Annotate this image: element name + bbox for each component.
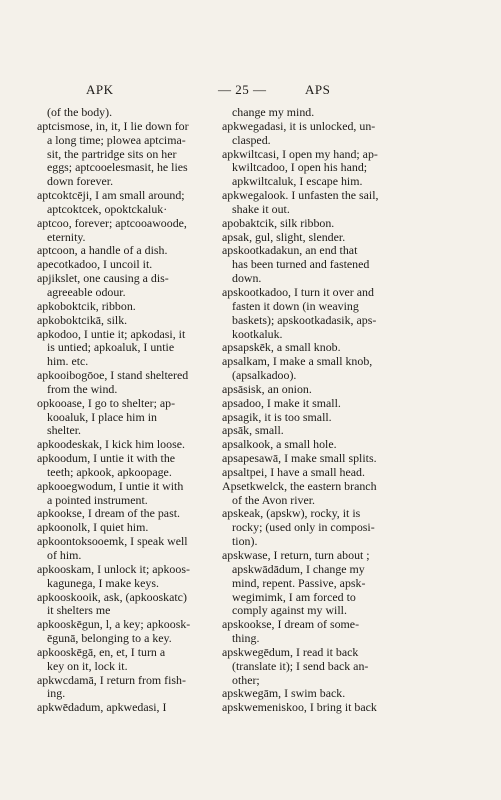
dictionary-line: apkoodeskak, I kick him loose. (37, 437, 185, 452)
dictionary-line: apskwemeniskoo, I bring it back (222, 700, 377, 715)
dictionary-line: down. (232, 271, 262, 286)
dictionary-line: change my mind. (232, 105, 315, 119)
page-number: — 25 — (218, 82, 267, 97)
dictionary-line: apkooibogōoe, I stand sheltered (37, 368, 189, 383)
dictionary-line: eggs; aptcooelesmasit, he lies (47, 160, 188, 175)
dictionary-line: apsapskēk, a small knob. (222, 340, 341, 355)
dictionary-line: teeth; apkook, apkoopage. (47, 464, 172, 479)
dictionary-line: apkwegadasi, it is unlocked, un- (222, 118, 376, 133)
dictionary-line: a long time; plowea aptcima- (47, 132, 186, 147)
dictionary-line: him. etc. (47, 354, 89, 369)
page-header (0, 82, 501, 100)
dictionary-line: sit, the partridge sits on her (47, 146, 177, 161)
dictionary-line: from the wind. (47, 381, 118, 396)
dictionary-line: apkwiltcasi, I open my hand; ap- (222, 146, 378, 161)
dictionary-line: apkoboktcik, ribbon. (37, 298, 136, 313)
dictionary-line: apskeak, (apskw), rocky, it is (222, 506, 361, 521)
dictionary-line: aptcoo, forever; aptcooawoode, (37, 215, 187, 230)
dictionary-line: shake it out. (232, 201, 290, 216)
header-right-guideword: APS (305, 82, 331, 97)
dictionary-line: apobaktcik, silk ribbon. (222, 215, 335, 230)
dictionary-line: of the Avon river. (232, 492, 315, 507)
dictionary-line: apkwegalook. I unfasten the sail, (222, 188, 379, 203)
dictionary-line: apsalkam, I make a small knob, (222, 354, 373, 369)
dictionary-line: wegimimk, I am forced to (232, 589, 356, 604)
dictionary-line: apsāk, small. (222, 423, 284, 438)
dictionary-line: apsāsisk, an onion. (222, 381, 312, 396)
dictionary-line: apsadoo, I make it small. (222, 395, 341, 410)
dictionary-line: aptcoktcēji, I am small around; (37, 188, 185, 203)
dictionary-line: apkooskēgun, l, a key; apkoosk- (37, 617, 191, 632)
dictionary-line: apjikslet, one causing a dis- (37, 271, 169, 286)
dictionary-line: apkoboktcikā, silk. (37, 312, 128, 327)
dictionary-line: apkwiltcaluk, I escape him. (232, 174, 363, 189)
dictionary-line: apskwase, I return, turn about ; (222, 548, 370, 562)
dictionary-line: apsapesawā, I make small splits. (222, 451, 377, 466)
dictionary-line: ing. (47, 686, 66, 701)
dictionary-line: key on it, lock it. (47, 658, 128, 673)
dictionary-line: apskootkadakun, an end that (222, 243, 358, 258)
dictionary-line: kwiltcadoo, I open his hand; (232, 160, 368, 175)
dictionary-line: aptcismose, in, it, I lie down for (37, 118, 189, 133)
dictionary-line: apkooskooik, ask, (apkooskatc) (37, 589, 187, 604)
dictionary-line: apskootkadoo, I turn it over and (222, 284, 374, 299)
dictionary-line: kooaluk, I place him in (47, 409, 157, 424)
dictionary-line: down forever. (47, 174, 114, 189)
dictionary-line: Apsetkwelck, the eastern branch (222, 478, 377, 493)
dictionary-line: kagunega, I make keys. (47, 575, 159, 590)
dictionary-line: apskwādādum, I change my (232, 561, 365, 576)
dictionary-line: aptcoktcek, opoktckaluk· (47, 201, 168, 216)
dictionary-line: apkooskam, I unlock it; apkoos- (37, 561, 190, 576)
dictionary-line: a pointed instrument. (47, 492, 148, 507)
dictionary-line: apkoodum, I untie it with the (37, 451, 176, 466)
dictionary-line: thing. (232, 631, 260, 646)
dictionary-line: apsaltpei, I have a small head. (222, 464, 365, 479)
dictionary-line: shelter. (47, 423, 82, 438)
right-column (222, 106, 469, 715)
dictionary-line: apkooskēgā, en, et, I turn a (37, 644, 166, 659)
dictionary-line: apkwcdamā, I return from fish- (37, 672, 186, 687)
dictionary-line: apkwēdadum, apkwedasi, I (37, 700, 167, 715)
dictionary-line: apkookse, I dream of the past. (37, 506, 180, 521)
dictionary-line: apkooegwodum, I untie it with (37, 478, 184, 493)
dictionary-line: apskwegēdum, I read it back (222, 644, 359, 659)
dictionary-line: eternity. (47, 229, 86, 244)
dictionary-line: apsalkook, a small hole. (222, 437, 337, 452)
dictionary-line: has been turned and fastened (232, 257, 370, 272)
dictionary-line: apkodoo, I untie it; apkodasi, it (37, 326, 186, 341)
dictionary-line: apskwegām, I swim back. (222, 686, 346, 701)
dictionary-line: apecotkadoo, I uncoil it. (37, 257, 153, 272)
dictionary-line: apsak, gul, slight, slender. (222, 229, 346, 244)
dictionary-line: apkoonolk, I quiet him. (37, 520, 149, 535)
dictionary-line: clasped. (232, 132, 271, 147)
dictionary-line: mind, repent. Passive, apsk- (232, 575, 366, 590)
dictionary-line: ēgunā, belonging to a key. (47, 631, 172, 646)
dictionary-line: opkooase, I go to shelter; ap- (37, 395, 176, 410)
dictionary-line: (of the body). (47, 105, 113, 119)
dictionary-line: aptcoon, a handle of a dish. (37, 243, 168, 258)
dictionary-line: apskookse, I dream of some- (222, 617, 360, 632)
dictionary-line: tion). (232, 534, 258, 549)
dictionary-line: of him. (47, 548, 82, 562)
dictionary-line: baskets); apskootkadasik, aps- (232, 312, 377, 327)
dictionary-line: it shelters me (47, 603, 111, 618)
dictionary-line: kootkaluk. (232, 326, 283, 341)
left-column (37, 106, 218, 715)
dictionary-line: apkoontoksooemk, I speak well (37, 534, 188, 549)
dictionary-line: other; (232, 672, 260, 687)
dictionary-line: (translate it); I send back an- (232, 658, 369, 673)
dictionary-line: is untied; apkoaluk, I untie (47, 340, 175, 355)
dictionary-line: rocky; (used only in composi- (232, 520, 375, 535)
dictionary-line: agreeable odour. (47, 284, 126, 299)
dictionary-line: fasten it down (in weaving (232, 298, 359, 313)
dictionary-line: comply against my will. (232, 603, 347, 618)
dictionary-line: apsagik, it is too small. (222, 409, 332, 424)
dictionary-line: (apsalkadoo). (232, 368, 297, 383)
header-left-guideword: APK (86, 82, 114, 97)
